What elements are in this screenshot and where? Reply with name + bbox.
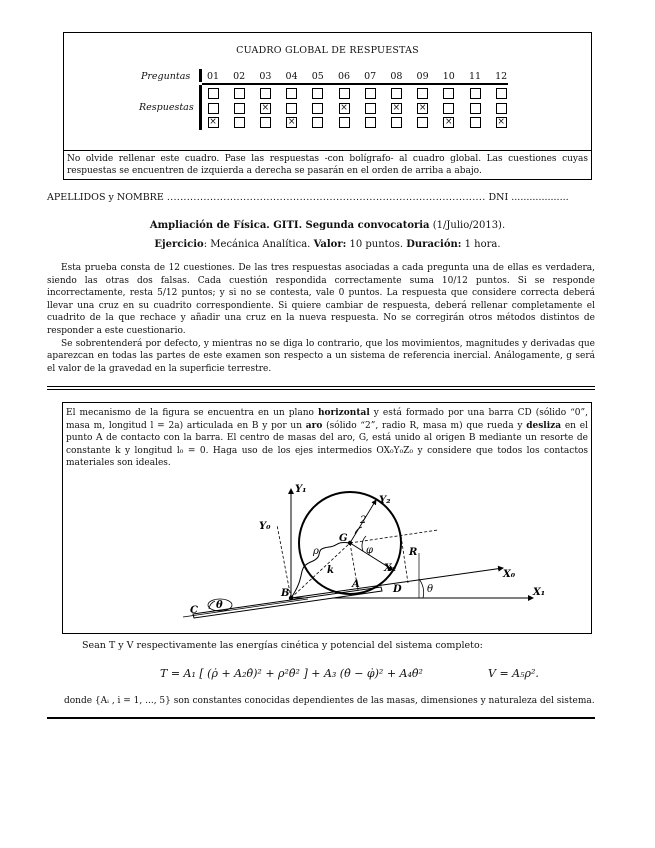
answer-checkbox[interactable] — [417, 117, 428, 128]
formula-t: T = A₁ [ (ρ̇ + A₂θ̇)² + ρ²θ̇² ] + A₃ (θ̇ − φ̇)² + A₄θ̇² — [160, 667, 423, 680]
question-number: 12 — [495, 71, 508, 82]
question-number: 06 — [337, 71, 351, 82]
label-phi: φ — [366, 545, 374, 556]
question-number: 04 — [285, 71, 298, 82]
answer-checkbox[interactable] — [443, 88, 454, 99]
answer-checkbox[interactable] — [365, 88, 376, 99]
formula-v: V = A₅ρ². — [488, 667, 539, 680]
label-two: 2 — [360, 515, 367, 526]
answer-checkbox[interactable] — [208, 103, 219, 114]
course-title — [0, 220, 655, 231]
apellidos-label: APELLIDOS y NOMBRE — [47, 192, 164, 203]
double-rule-top — [47, 386, 595, 387]
answer-checkbox[interactable] — [470, 117, 481, 128]
radius-dim — [401, 536, 408, 583]
answer-checkbox[interactable]: × — [418, 102, 427, 113]
duracion-value: 1 hora. — [464, 239, 501, 250]
energy-intro: Sean T y V respectivamente las energías cinética y potencial del sistema completo: — [82, 640, 483, 651]
label-a: A — [352, 579, 360, 590]
point-g — [348, 541, 352, 545]
problem-text-horizontal: horizontal — [317, 408, 370, 418]
answer-checkbox[interactable] — [286, 103, 297, 114]
answer-checkbox[interactable] — [234, 117, 245, 128]
label-y0: Y₀ — [259, 521, 271, 532]
label-x2: X₂ — [384, 563, 397, 574]
answer-checkbox[interactable] — [443, 103, 454, 114]
duracion-label: Duración: — [406, 239, 462, 250]
dni-label: DNI — [488, 192, 509, 203]
label-theta-x0: θ — [427, 584, 434, 595]
answer-checkbox[interactable]: × — [392, 102, 401, 113]
answer-grid-box — [63, 32, 592, 180]
answer-checkbox[interactable]: × — [209, 117, 217, 127]
question-number: 03 — [259, 71, 272, 82]
instructions — [47, 262, 595, 375]
note-rule — [64, 150, 591, 151]
energy-footer: donde {Aᵢ , i = 1, ..., 5} son constantes conocidas dependientes de las masas, dimensiones y naturaleza del sistema. — [64, 696, 595, 706]
bottom-rule — [47, 717, 595, 719]
respuestas-label: Respuestas — [139, 102, 194, 113]
answer-checkbox[interactable] — [496, 103, 507, 114]
label-theta-c: θ — [216, 600, 223, 611]
answer-grid-title: CUADRO GLOBAL DE RESPUESTAS — [236, 45, 419, 56]
g-parallel — [350, 530, 438, 543]
answer-checkbox[interactable] — [339, 117, 350, 128]
instructions-paragraph-1: Esta prueba consta de 12 cuestiones. De las tres respuestas asociadas a cada pregunta una de ellas es verdadera, siendo las otras dos falsas. Cada cuestión respondida correctamente suma 10/12 puntos. Si se responde incorrectamente, resta 5/12 puntos; y si no se contesta, vale 0 puntos. La respuesta que considere correcta deberá llevar una cruz en su cuadrito correspondiente. Si quiere cambiar de respuesta, deberá rellenar completamente el cuadrito de la que rechace y añadir una cruz en la nueva respuesta. No se corregirán otros métodos distintos de responder a este cuestionario. — [47, 263, 595, 336]
question-number: 09 — [416, 71, 429, 82]
problem-text-c: y está formado por una barra CD (sólido “0”, masa m, longitud l = 2a) articulada en B y por un — [66, 408, 588, 431]
answer-checkbox[interactable] — [391, 117, 402, 128]
problem-box — [62, 402, 592, 634]
label-k: k — [327, 565, 334, 576]
answer-checkbox[interactable] — [234, 88, 245, 99]
answer-checkbox[interactable] — [234, 103, 245, 114]
answer-checkbox[interactable] — [470, 88, 481, 99]
problem-text-desliza: desliza — [526, 420, 562, 431]
answer-checkbox[interactable] — [260, 117, 271, 128]
label-d: D — [393, 584, 402, 595]
label-r: R — [409, 547, 418, 558]
answer-checkbox[interactable] — [417, 88, 428, 99]
label-c: C — [190, 605, 198, 616]
answer-checkbox[interactable] — [339, 88, 350, 99]
label-b: B — [281, 588, 290, 599]
answer-checkbox[interactable]: × — [261, 102, 270, 113]
answer-checkbox[interactable] — [470, 103, 481, 114]
answer-checkbox[interactable] — [312, 103, 323, 114]
instructions-paragraph-2: Se sobrentenderá por defecto, y mientras no se diga lo contrario, que los movimientos, magnitudes y derivadas que aparezcan en todas las partes de este examen son respecto a un sistema de referencia inercial. Análogamente, g será el valor de la gravedad en la superficie terrestre. — [47, 338, 595, 374]
question-number: 11 — [468, 71, 482, 82]
apellidos-field[interactable]: ................................................................................................ — [166, 192, 486, 203]
ejercicio-label: Ejercicio — [154, 239, 204, 250]
theta-arc-x0 — [419, 579, 424, 598]
label-x1: X₁ — [533, 587, 546, 598]
question-number: 01 — [206, 71, 220, 82]
grid-header-rule — [202, 83, 508, 85]
preguntas-label: Preguntas — [141, 71, 191, 82]
answer-checkbox[interactable] — [312, 117, 323, 128]
ground-line — [183, 599, 308, 617]
question-number: 02 — [233, 71, 246, 82]
answer-checkbox[interactable] — [496, 88, 507, 99]
question-number: 05 — [311, 71, 324, 82]
ejercicio-value: : Mecánica Analítica. — [203, 239, 311, 250]
double-rule-bottom — [47, 389, 595, 390]
label-g: G — [339, 533, 348, 544]
answer-checkbox[interactable]: × — [445, 117, 453, 127]
course-name: Ampliación de Física. GITI. Segunda convocatoria — [149, 220, 430, 231]
answer-checkbox[interactable] — [286, 88, 297, 99]
answer-checkbox[interactable] — [312, 88, 323, 99]
valor-label: Valor: — [313, 239, 347, 250]
mechanism-figure — [63, 403, 590, 632]
name-line — [47, 192, 595, 203]
answer-checkbox[interactable]: × — [497, 117, 505, 127]
answer-checkbox[interactable]: × — [340, 102, 348, 113]
problem-text-aro: aro — [305, 420, 323, 431]
label-y1: Y₁ — [295, 484, 307, 495]
question-number: 08 — [390, 71, 403, 82]
answer-checkbox[interactable] — [365, 117, 376, 128]
answer-checkbox[interactable] — [365, 103, 376, 114]
problem-text-g: en el punto A de contacto con la barra. El centro de masas del aro, G, está unido al origen B mediante un resorte de constante k y longitud l₀ = 0. Haga uso de los ejes intermedios OX₀Y₀Z₀ y considere que todos los contactos materiales son ideales. — [66, 420, 588, 469]
answer-checkbox[interactable] — [260, 88, 271, 99]
label-y2: Y₂ — [379, 495, 391, 506]
dni-field[interactable]: ................... — [511, 192, 569, 203]
course-date: (1/Julio/2013). — [432, 220, 506, 231]
answer-grid-note: No olvide rellenar este cuadro. Pase las respuestas -con bolígrafo- al cuadro global. Las cuestiones cuyas respuestas se encuentren de izquierda a derecha se pasarán en el orden de arriba a abajo. — [67, 154, 588, 176]
respuestas-bar — [199, 85, 202, 130]
problem-text-a: El mecanismo de la figura se encuentra en un plano — [66, 408, 314, 418]
label-x0: X₀ — [503, 569, 516, 580]
answer-checkbox[interactable] — [208, 88, 219, 99]
question-number: 10 — [442, 71, 455, 82]
point-b — [289, 596, 293, 600]
label-rho: ρ — [313, 546, 319, 557]
problem-text-e: (sólido “2”, radio R, masa m) que rueda y — [326, 420, 523, 431]
question-number: 07 — [364, 71, 377, 82]
exercise-info — [0, 239, 655, 250]
answer-checkbox[interactable]: × — [287, 117, 296, 127]
answer-checkbox[interactable] — [391, 88, 402, 99]
valor-value: 10 puntos. — [349, 239, 404, 250]
